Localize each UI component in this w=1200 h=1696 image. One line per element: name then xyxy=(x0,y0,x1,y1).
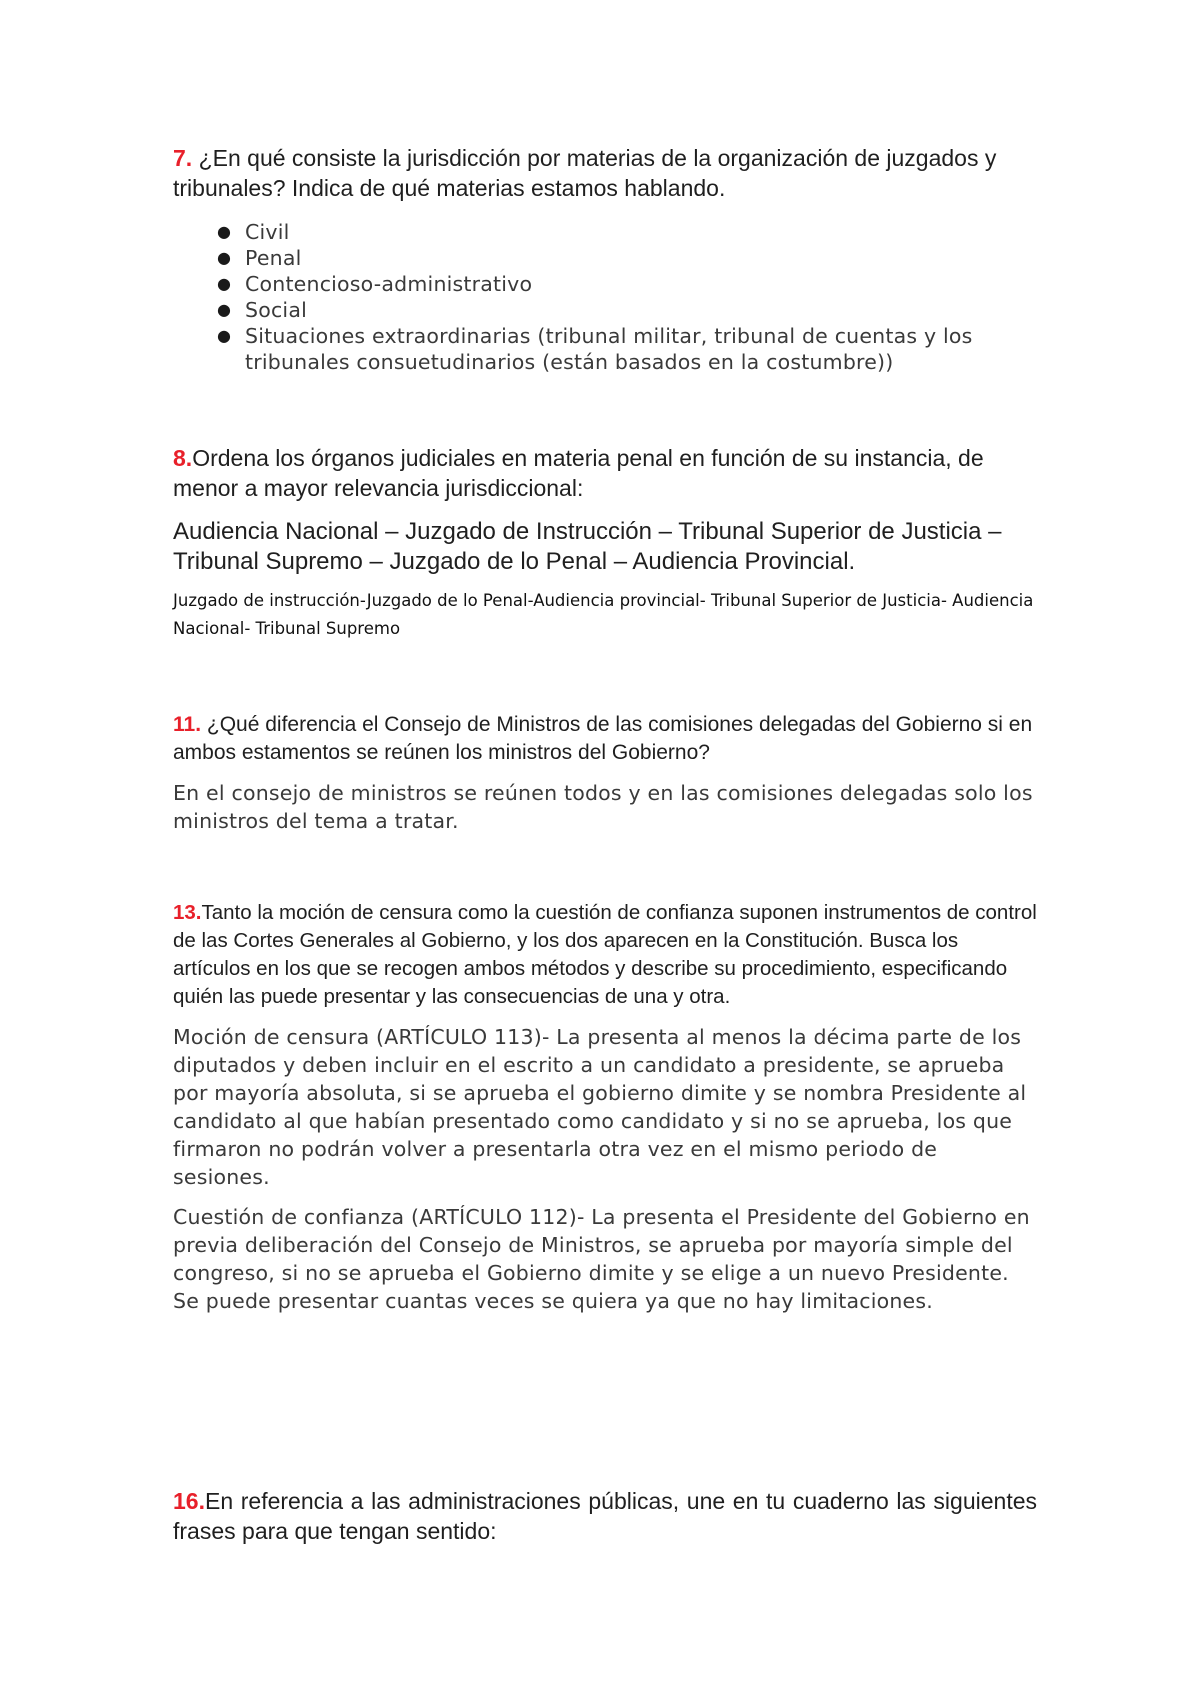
question-11-text xyxy=(173,711,1037,767)
question-7-text xyxy=(173,143,1037,203)
list-item xyxy=(173,245,1037,271)
question-13-answer-confianza: Cuestión de confianza (ARTÍCULO 112)- La presenta el Presidente del Gobierno en previa deliberación del Consejo de Ministros, se aprueba por mayoría simple del congreso, si no se aprueba el Gobierno dimite y se elige a un nuevo Presidente. Se puede presentar cuantas veces se quiera ya que no hay limitaciones. xyxy=(173,1205,1030,1313)
question-7-number: 7. xyxy=(173,145,193,171)
list-item xyxy=(173,219,1037,245)
question-8-answer: Juzgado de instrucción-Juzgado de lo Penal-Audiencia provincial- Tribunal Superior de Justicia- Audiencia Nacional- Tribunal Supremo xyxy=(173,591,1034,638)
question-13-text xyxy=(173,899,1037,1011)
question-8-organ-list: Audiencia Nacional – Juzgado de Instrucción – Tribunal Superior de Justicia – Tribunal Supremo – Juzgado de lo Penal – Audiencia Provincial. xyxy=(173,518,1002,575)
list-item-label: Civil xyxy=(245,220,290,244)
question-8-number: 8. xyxy=(173,445,193,471)
question-8-prompt: Ordena los órganos judiciales en materia penal en función de su instancia, de menor a mayor relevancia jurisdiccional: xyxy=(173,445,984,501)
question-13-prompt: Tanto la moción de censura como la cuestión de confianza suponen instrumentos de control de las Cortes Generales al Gobierno, y los dos aparecen en la Constitución. Busca los artículos en los que se recogen ambos métodos y describe su procedimiento, especificando quién las puede presentar y las consecuencias de una y otra. xyxy=(173,901,1037,1008)
question-7-bullet-list xyxy=(173,219,1037,375)
bullet-icon: ● xyxy=(217,326,232,345)
question-7-prompt: ¿En qué consiste la jurisdicción por materias de la organización de juzgados y tribunales? Indica de qué materias estamos hablando. xyxy=(173,145,997,201)
question-13-number: 13. xyxy=(173,901,202,924)
question-7 xyxy=(173,143,1037,375)
question-11-number: 11. xyxy=(173,713,202,736)
question-13-answer-censura: Moción de censura (ARTÍCULO 113)- La presenta al menos la décima parte de los diputados y deben incluir en el escrito a un candidato a presidente, se aprueba por mayoría absoluta, si se aprueba el gobierno dimite y se nombra Presidente al candidato al que habían presentado como candidato y si no se aprueba, los que firmaron no podrán volver a presentarla otra vez en el mismo periodo de sesiones. xyxy=(173,1025,1027,1189)
question-16 xyxy=(173,1486,1037,1546)
list-item-label: Penal xyxy=(245,246,302,270)
question-16-text xyxy=(173,1486,1037,1546)
bullet-icon: ● xyxy=(217,222,232,241)
list-item xyxy=(173,297,1037,323)
list-item-label: Contencioso-administrativo xyxy=(245,272,533,296)
question-13 xyxy=(173,899,1037,1315)
bullet-icon: ● xyxy=(217,248,232,267)
question-8-text xyxy=(173,443,1037,503)
bullet-icon: ● xyxy=(217,300,232,319)
list-item xyxy=(173,323,1037,375)
list-item-label: Social xyxy=(245,298,307,322)
list-item xyxy=(173,271,1037,297)
question-8 xyxy=(173,443,1037,643)
question-16-number: 16. xyxy=(173,1488,205,1514)
question-11 xyxy=(173,711,1037,835)
list-item-label: Situaciones extraordinarias (tribunal militar, tribunal de cuentas y los tribunales consuetudinarios (están basados en la costumbre)) xyxy=(245,324,973,374)
question-11-answer: En el consejo de ministros se reúnen todos y en las comisiones delegadas solo los ministros del tema a tratar. xyxy=(173,781,1033,833)
question-11-prompt: ¿Qué diferencia el Consejo de Ministros de las comisiones delegadas del Gobierno si en ambos estamentos se reúnen los ministros del Gobierno? xyxy=(173,713,1033,764)
question-16-prompt: En referencia a las administraciones públicas, une en tu cuaderno las siguientes frases para que tengan sentido: xyxy=(173,1488,1037,1544)
bullet-icon: ● xyxy=(217,274,232,293)
